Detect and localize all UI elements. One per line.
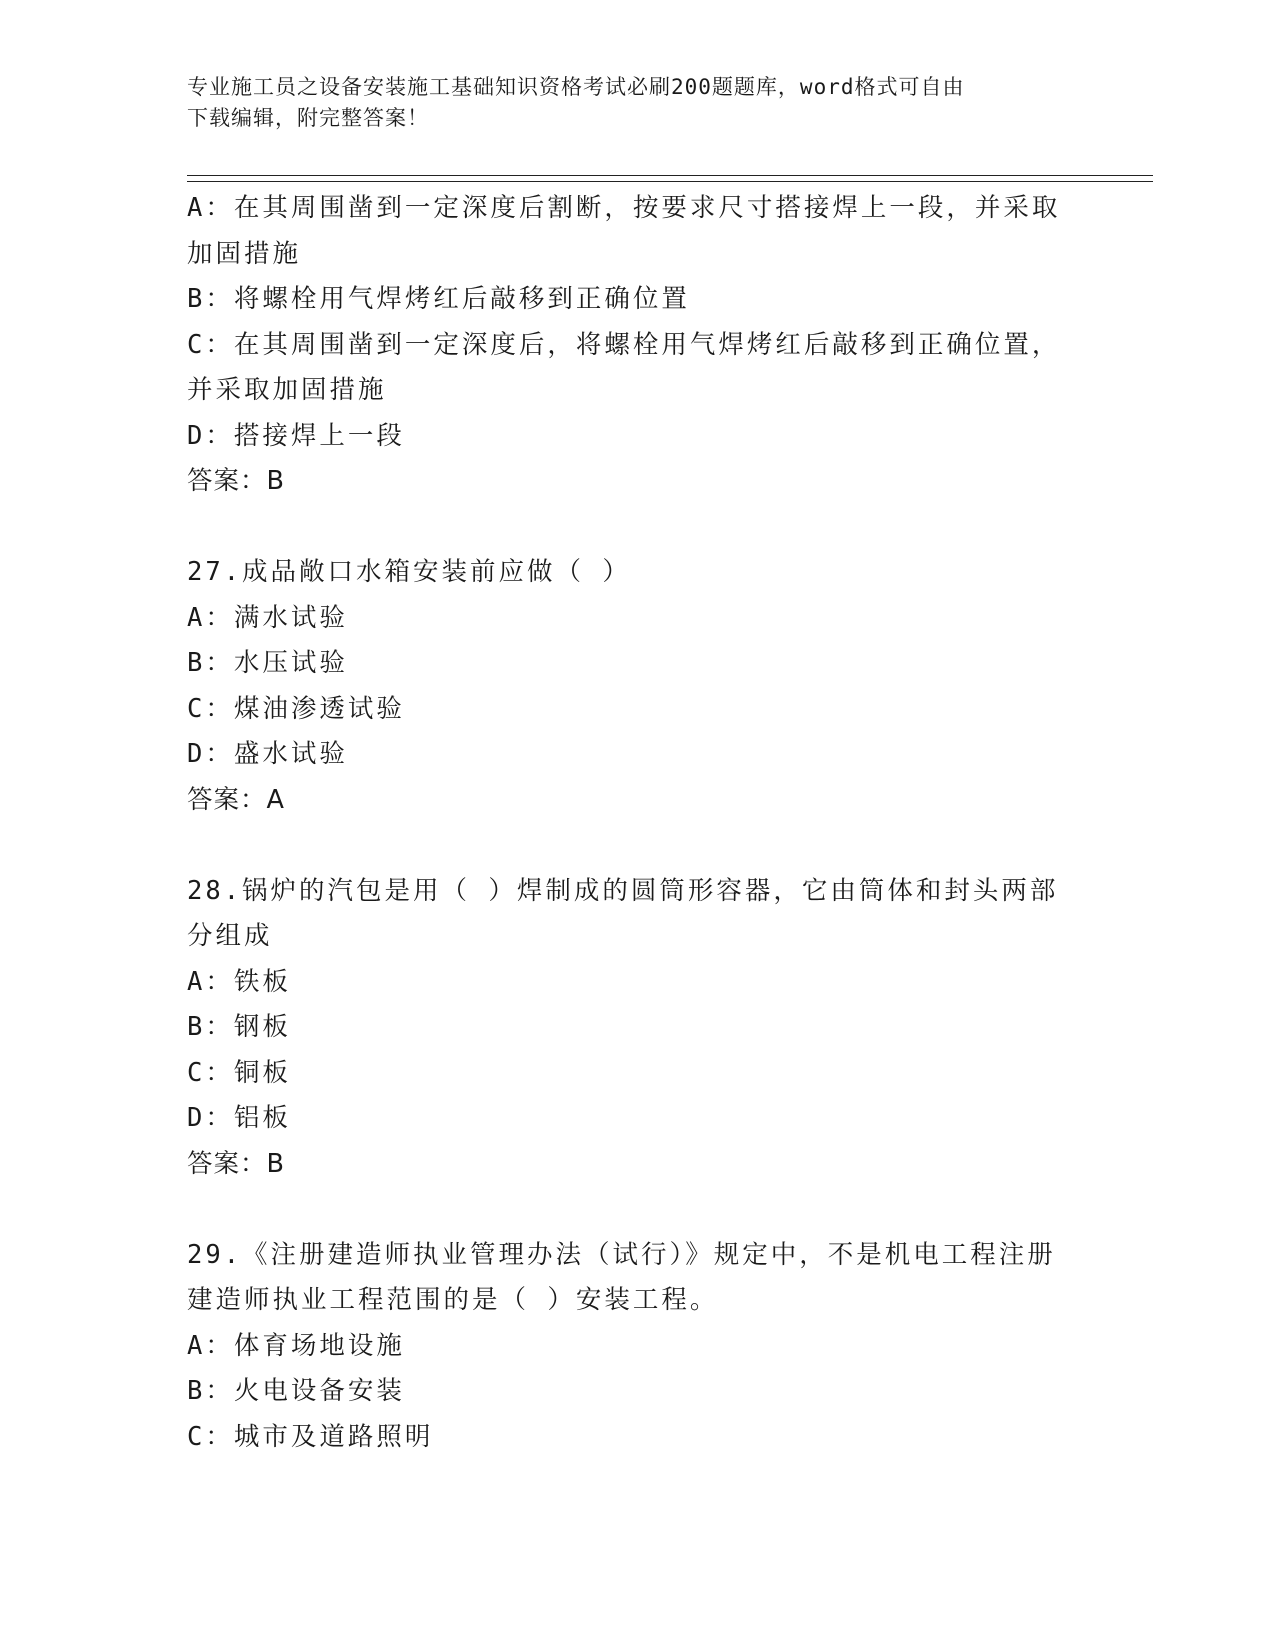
document-header <box>187 72 1067 134</box>
option-d: D：铝板 <box>187 1103 291 1133</box>
question-list <box>187 186 1087 1460</box>
header-title-line2: 下载编辑，附完整答案！ <box>187 106 429 130</box>
option-d: D：盛水试验 <box>187 739 348 769</box>
spacer <box>187 505 1087 551</box>
option-a: A：在其周围凿到一定深度后割断，按要求尺寸搭接焊上一段，并采取 <box>187 193 1061 223</box>
option-a: A：铁板 <box>187 966 291 997</box>
option-b: B：将螺栓用气焊烤红后敲移到正确位置 <box>187 284 690 314</box>
question-27 <box>187 550 1087 823</box>
answer: 答案：B <box>187 1148 285 1179</box>
option-b: B：钢板 <box>187 1012 291 1042</box>
option-d: D：搭接焊上一段 <box>187 420 405 451</box>
option-a: A：满水试验 <box>187 602 348 633</box>
option-c: C：铜板 <box>187 1057 291 1088</box>
spacer <box>187 823 1087 869</box>
question-29 <box>187 1233 1087 1461</box>
answer: 答案：B <box>187 466 285 496</box>
option-c: C：煤油渗透试验 <box>187 693 405 724</box>
question-text-continued: 建造师执业工程范围的是（ ）安装工程。 <box>187 1285 719 1315</box>
question-26-continued <box>187 186 1087 505</box>
option-b: B：水压试验 <box>187 648 348 678</box>
question-text: 29.《注册建造师执业管理办法（试行）》规定中，不是机电工程注册 <box>187 1239 1056 1270</box>
question-text: 28.锅炉的汽包是用（ ）焊制成的圆筒形容器，它由筒体和封头两部 <box>187 875 1059 906</box>
question-28 <box>187 869 1087 1188</box>
answer: 答案：A <box>187 784 285 815</box>
header-title-line1: 专业施工员之设备安装施工基础知识资格考试必刷200题题库，word格式可自由 <box>187 75 965 99</box>
option-c: C：城市及道路照明 <box>187 1421 434 1452</box>
question-text-continued: 分组成 <box>187 921 273 951</box>
option-a-continued: 加固措施 <box>187 238 302 269</box>
option-a: A：体育场地设施 <box>187 1330 405 1361</box>
header-divider-top <box>187 175 1153 176</box>
header-divider-bottom <box>187 181 1153 182</box>
spacer <box>187 1187 1087 1233</box>
option-b: B：火电设备安装 <box>187 1376 405 1406</box>
question-text: 27.成品敞口水箱安装前应做（ ） <box>187 557 631 587</box>
option-c-continued: 并采取加固措施 <box>187 375 387 405</box>
option-c: C：在其周围凿到一定深度后，将螺栓用气焊烤红后敲移到正确位置， <box>187 329 1061 360</box>
